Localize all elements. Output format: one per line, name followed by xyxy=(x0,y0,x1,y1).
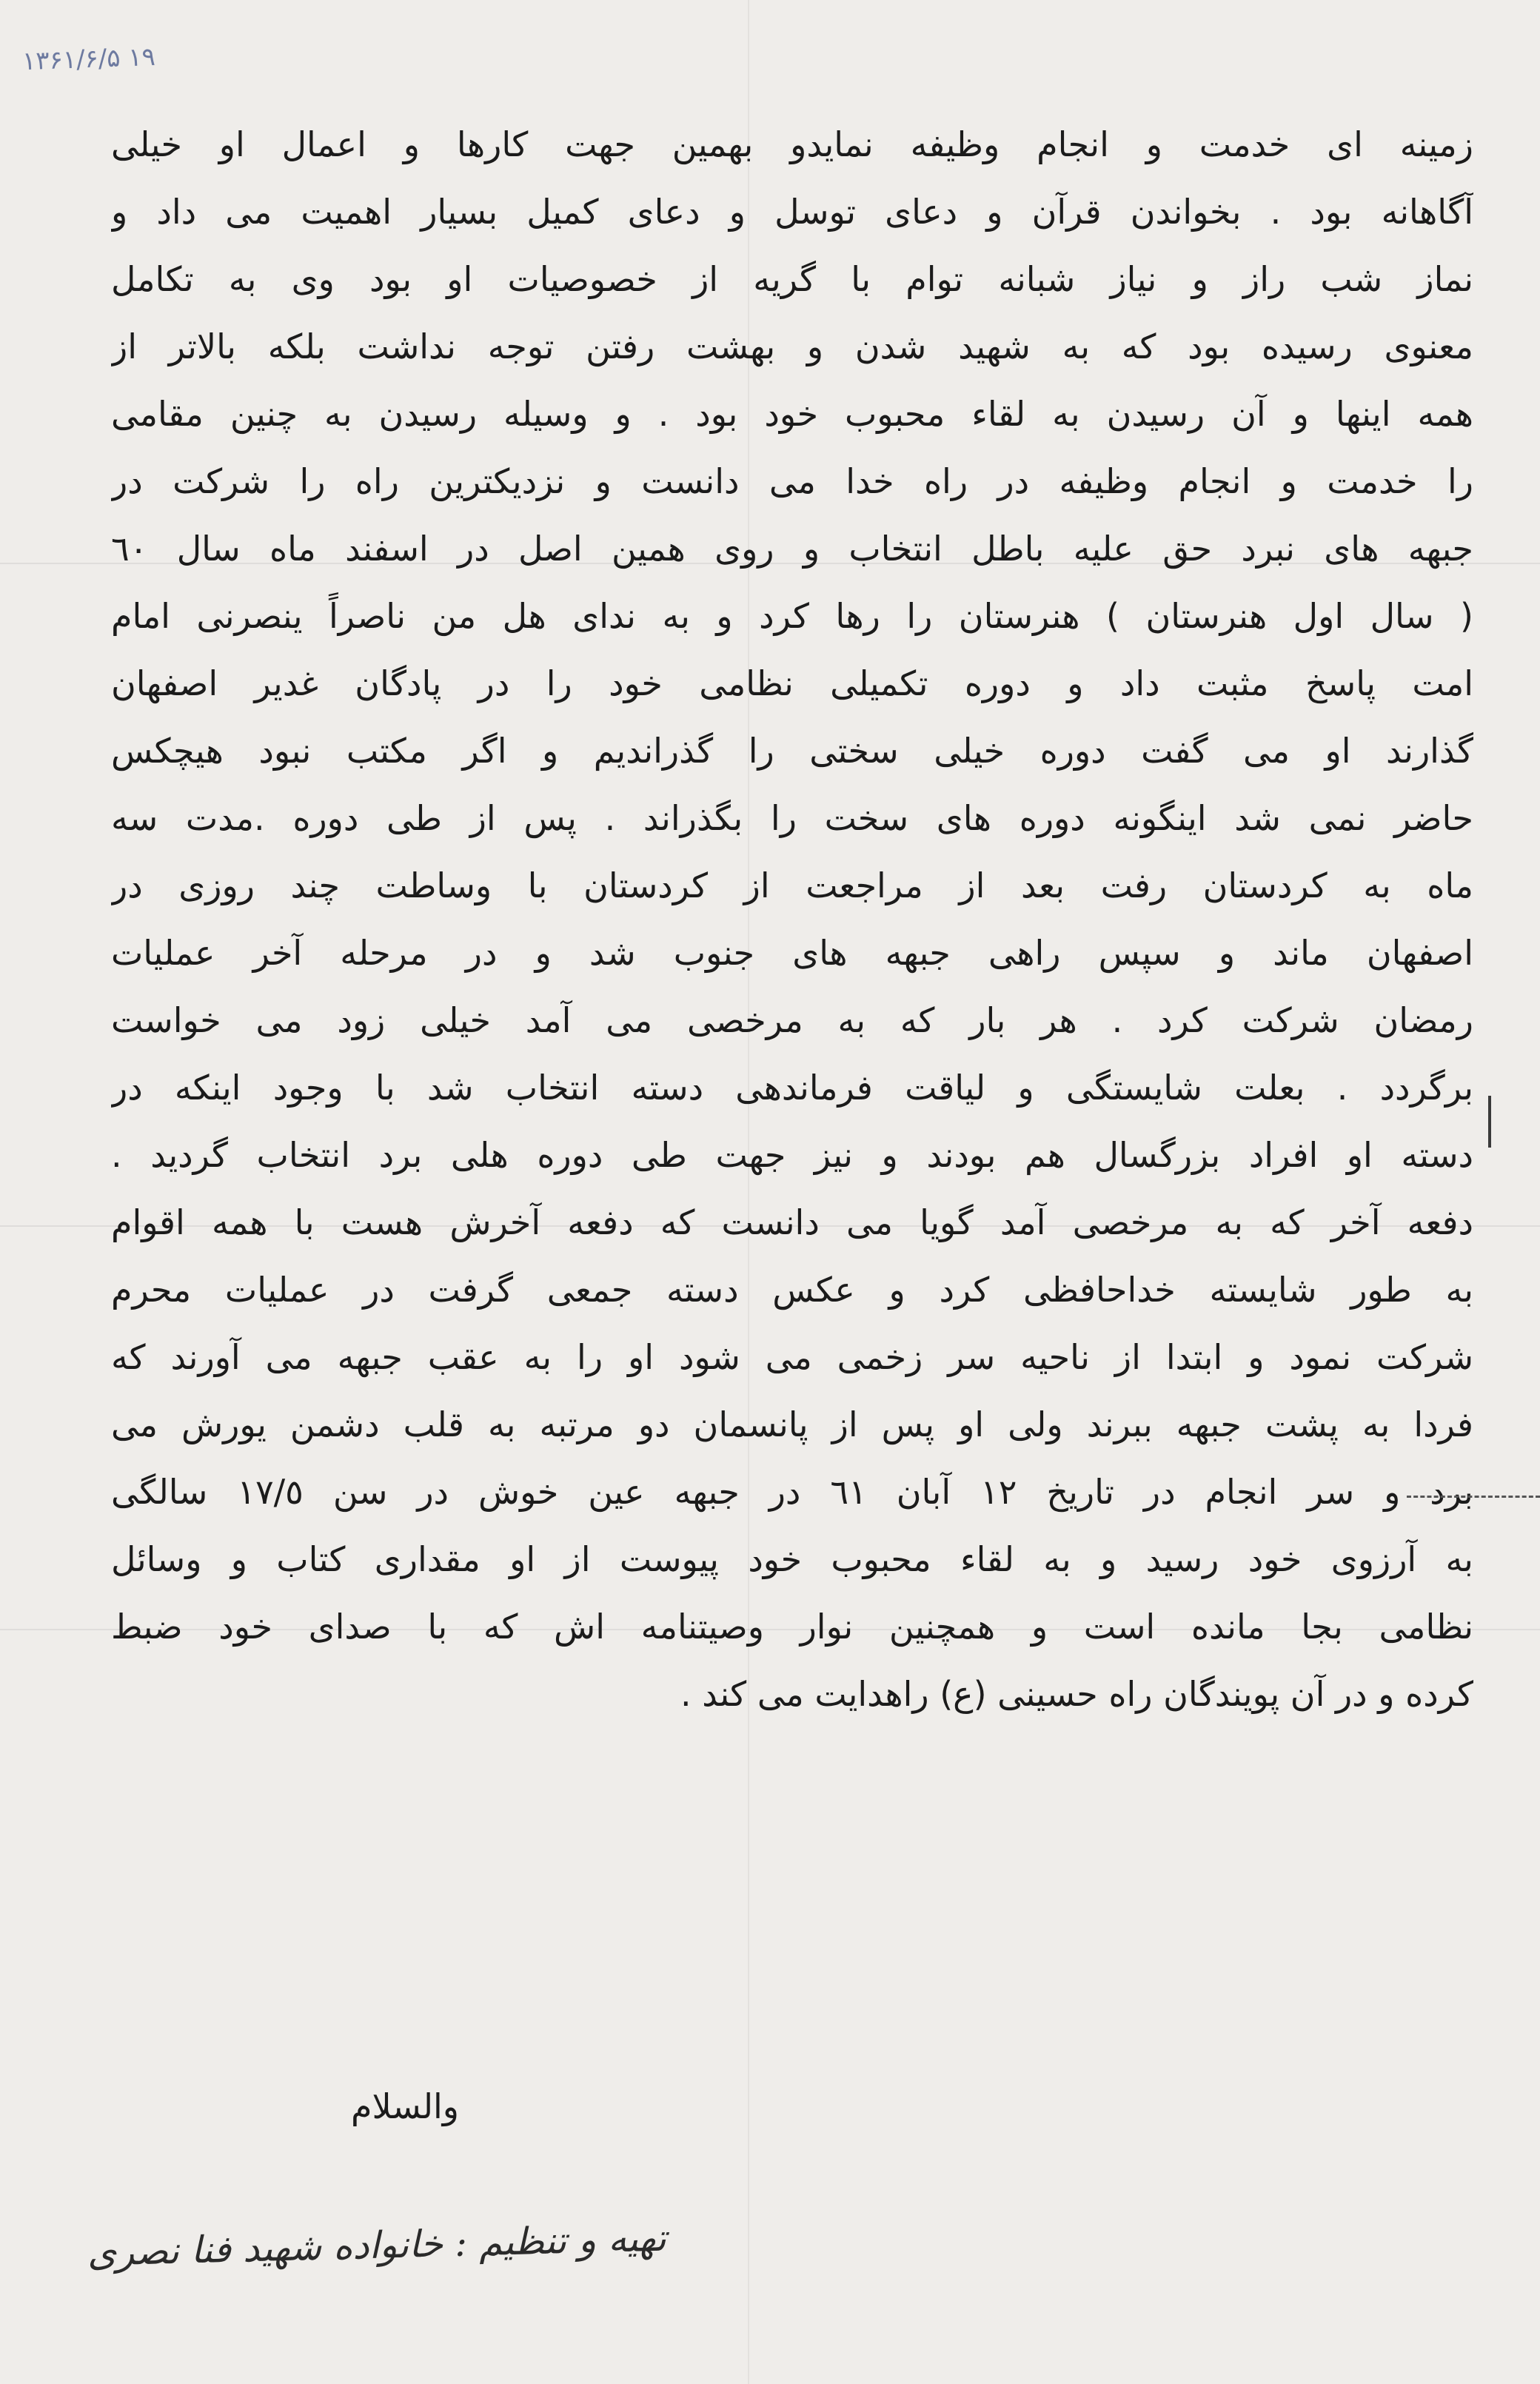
text-line: کرده و در آن پویندگان راه حسینی (ع) راهدایت می کند . xyxy=(680,1674,1473,1714)
text-line: حاضر نمی شد اینگونه دوره های سخت را بگذراند . پس از طی دوره .مدت سه xyxy=(111,798,1473,838)
text-line: گذارند او می گفت دوره خیلی سختی را گذراندیم و اگر مکتب نبود هیچکس xyxy=(111,731,1473,771)
margin-dash-line xyxy=(1407,1496,1540,1498)
text-line: جبهه های نبرد حق علیه باطل انتخاب و روی همین اصل در اسفند ماه سال ٦٠ xyxy=(111,529,1473,569)
text-line: به طور شایسته خداحافظی کرد و عکس دسته جمعی گرفت در عملیات محرم xyxy=(111,1270,1473,1310)
text-line: دسته او افراد بزرگسال هم بودند و نیز جهت طی دوره هلی برد انتخاب گردید . xyxy=(111,1135,1473,1175)
text-line: به آرزوی خود رسید و به لقاء محبوب خود پیوست از او مقداری کتاب و وسائل xyxy=(111,1539,1473,1579)
text-line: فردا به پشت جبهه ببرند ولی او پس از پانسمان دو مرتبه به قلب دشمن یورش می xyxy=(111,1404,1473,1444)
text-line: ( سال اول هنرستان ) هنرستان را رها کرد و به ندای هل من ناصراً ینصرنی امام xyxy=(111,596,1473,636)
text-line: برد و سر انجام در تاریخ ١٢ آبان ٦١ در جبهه عین خوش در سن ١٧/٥ سالگی xyxy=(111,1472,1473,1512)
text-line: آگاهانه بود . بخواندن قرآن و دعای توسل و دعای کمیل بسیار اهمیت می داد و xyxy=(111,192,1473,232)
text-line: نظامی بجا مانده است و همچنین نوار وصیتنامه اش که با صدای خود ضبط xyxy=(111,1607,1473,1647)
corner-handwritten-note: ۱۳۶۱/۶/۵ ۱۹ xyxy=(21,41,156,77)
text-line: همه اینها و آن رسیدن به لقاء محبوب خود بود . و وسیله رسیدن به چنین مقامی xyxy=(111,394,1473,434)
closing-salutation: والسلام xyxy=(351,2086,459,2126)
text-line: دفعه آخر که به مرخصی آمد گویا می دانست که دفعه آخرش هست با همه اقوام xyxy=(111,1202,1473,1242)
text-line: معنوی رسیده بود که به شهید شدن و بهشت رفتن توجه نداشت بلکه بالاتر از xyxy=(111,327,1473,366)
text-line: زمینه ای خدمت و انجام وظیفه نمایدو بهمین جهت کارها و اعمال او خیلی xyxy=(111,124,1473,164)
text-line: ماه به کردستان رفت بعد از مراجعت از کردستان با وساطت چند روزی در xyxy=(111,865,1473,905)
text-line: برگردد . بعلت شایستگی و لیاقت فرماندهی دسته انتخاب شد با وجود اینکه در xyxy=(111,1068,1473,1108)
margin-mark xyxy=(1488,1096,1491,1148)
letter-body xyxy=(111,111,1473,1728)
text-line: را خدمت و انجام وظیفه در راه خدا می دانست و نزدیکترین راه را شرکت در xyxy=(111,461,1473,501)
handwritten-signature: تهیه و تنظیم : خانواده شهید فنا نصری xyxy=(87,2216,667,2274)
text-line: اصفهان ماند و سپس راهی جبهه های جنوب شد و در مرحله آخر عملیات xyxy=(111,933,1473,973)
text-line: رمضان شرکت کرد . هر بار که به مرخصی می آمد خیلی زود می خواست xyxy=(111,1000,1473,1040)
text-line: شرکت نمود و ابتدا از ناحیه سر زخمی می شود او را به عقب جبهه می آورند که xyxy=(111,1337,1473,1377)
text-line: نماز شب راز و نیاز شبانه توام با گریه از خصوصیات او بود وی به تکامل xyxy=(111,259,1473,299)
text-line: امت پاسخ مثبت داد و دوره تکمیلی نظامی خود را در پادگان غدیر اصفهان xyxy=(111,663,1473,703)
